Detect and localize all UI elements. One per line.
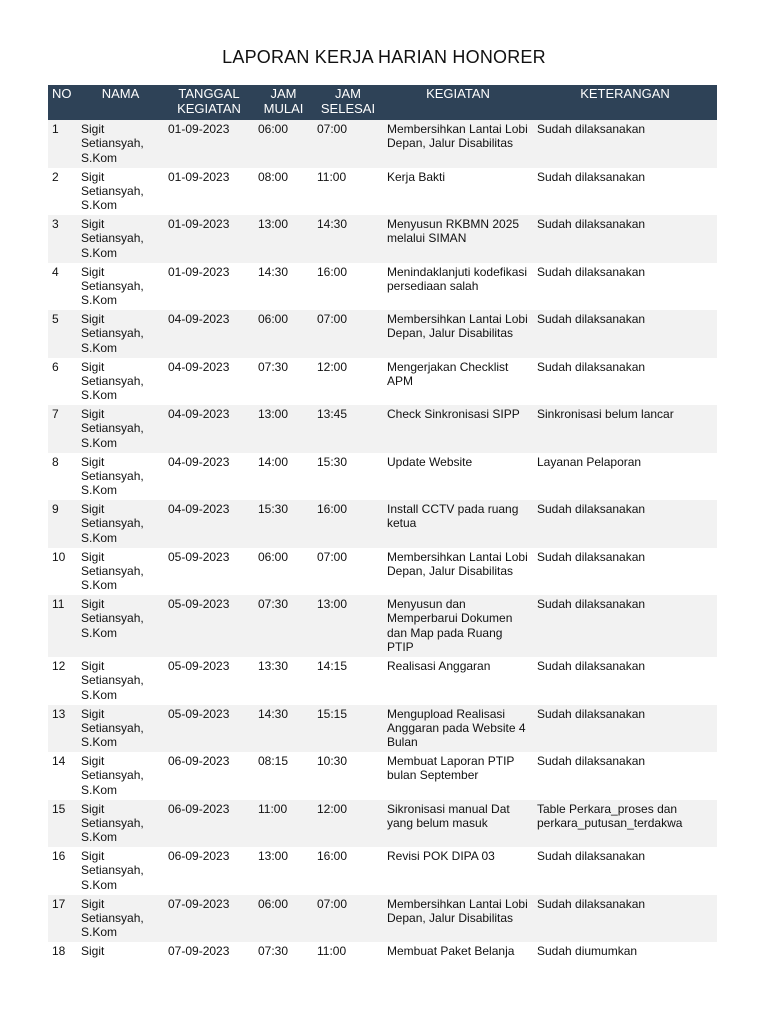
cell-tanggal: 01-09-2023 [164, 215, 254, 263]
cell-tanggal: 05-09-2023 [164, 595, 254, 657]
cell-keterangan: Sinkronisasi belum lancar [533, 405, 717, 453]
cell-jam-mulai: 13:00 [254, 215, 313, 263]
cell-kegiatan: Membersihkan Lantai Lobi Depan, Jalur Disabilitas [383, 548, 533, 596]
cell-tanggal: 01-09-2023 [164, 263, 254, 311]
cell-kegiatan: Membersihkan Lantai Lobi Depan, Jalur Disabilitas [383, 310, 533, 358]
cell-jam-selesai: 14:15 [313, 657, 383, 705]
cell-jam-mulai: 06:00 [254, 310, 313, 358]
cell-tanggal: 05-09-2023 [164, 705, 254, 753]
cell-jam-selesai: 16:00 [313, 500, 383, 548]
cell-jam-selesai: 15:15 [313, 705, 383, 753]
cell-keterangan: Table Perkara_proses dan perkara_putusan_terdakwa [533, 800, 717, 848]
cell-nama: Sigit Setiansyah, S.Kom [77, 215, 164, 263]
table-row [48, 120, 717, 168]
cell-no: 5 [48, 310, 77, 358]
cell-tanggal: 06-09-2023 [164, 800, 254, 848]
cell-kegiatan: Update Website [383, 453, 533, 501]
cell-jam-mulai: 14:00 [254, 453, 313, 501]
cell-jam-selesai: 12:00 [313, 358, 383, 406]
table-row [48, 548, 717, 596]
cell-nama: Sigit Setiansyah, S.Kom [77, 847, 164, 895]
cell-no: 14 [48, 752, 77, 800]
cell-keterangan: Sudah dilaksanakan [533, 847, 717, 895]
cell-jam-selesai: 11:00 [313, 942, 383, 962]
cell-tanggal: 07-09-2023 [164, 942, 254, 962]
cell-jam-mulai: 14:30 [254, 263, 313, 311]
table-row [48, 453, 717, 501]
cell-kegiatan: Revisi POK DIPA 03 [383, 847, 533, 895]
cell-tanggal: 04-09-2023 [164, 453, 254, 501]
cell-nama: Sigit Setiansyah, S.Kom [77, 595, 164, 657]
cell-nama: Sigit Setiansyah, S.Kom [77, 405, 164, 453]
cell-no: 16 [48, 847, 77, 895]
cell-kegiatan: Kerja Bakti [383, 168, 533, 216]
cell-jam-selesai: 12:00 [313, 800, 383, 848]
cell-jam-mulai: 07:30 [254, 595, 313, 657]
cell-keterangan: Sudah dilaksanakan [533, 168, 717, 216]
cell-kegiatan: Membuat Laporan PTIP bulan September [383, 752, 533, 800]
cell-jam-mulai: 15:30 [254, 500, 313, 548]
cell-kegiatan: Membuat Paket Belanja [383, 942, 533, 962]
cell-tanggal: 04-09-2023 [164, 405, 254, 453]
header-tanggal: TANGGAL KEGIATAN [164, 85, 254, 120]
cell-jam-mulai: 06:00 [254, 120, 313, 168]
cell-tanggal: 04-09-2023 [164, 310, 254, 358]
cell-jam-selesai: 14:30 [313, 215, 383, 263]
cell-keterangan: Sudah dilaksanakan [533, 310, 717, 358]
cell-tanggal: 05-09-2023 [164, 548, 254, 596]
cell-nama: Sigit Setiansyah, S.Kom [77, 895, 164, 943]
cell-jam-mulai: 07:30 [254, 358, 313, 406]
cell-keterangan: Layanan Pelaporan [533, 453, 717, 501]
table-row [48, 595, 717, 657]
table-row [48, 705, 717, 753]
cell-nama: Sigit Setiansyah, S.Kom [77, 548, 164, 596]
cell-jam-selesai: 07:00 [313, 310, 383, 358]
cell-no: 18 [48, 942, 77, 962]
cell-kegiatan: Menyusun dan Memperbarui Dokumen dan Map pada Ruang PTIP [383, 595, 533, 657]
table-row [48, 657, 717, 705]
cell-no: 1 [48, 120, 77, 168]
table-row [48, 800, 717, 848]
cell-jam-selesai: 16:00 [313, 847, 383, 895]
cell-keterangan: Sudah dilaksanakan [533, 120, 717, 168]
cell-no: 10 [48, 548, 77, 596]
cell-kegiatan: Mengupload Realisasi Anggaran pada Website 4 Bulan [383, 705, 533, 753]
cell-keterangan: Sudah dilaksanakan [533, 752, 717, 800]
cell-tanggal: 06-09-2023 [164, 752, 254, 800]
cell-no: 3 [48, 215, 77, 263]
cell-no: 11 [48, 595, 77, 657]
cell-jam-selesai: 13:00 [313, 595, 383, 657]
table-row [48, 752, 717, 800]
cell-jam-selesai: 13:45 [313, 405, 383, 453]
cell-no: 13 [48, 705, 77, 753]
cell-jam-mulai: 13:00 [254, 405, 313, 453]
header-jam-selesai: JAM SELESAI [313, 85, 383, 120]
cell-keterangan: Sudah dilaksanakan [533, 358, 717, 406]
cell-tanggal: 04-09-2023 [164, 500, 254, 548]
cell-nama: Sigit Setiansyah, S.Kom [77, 358, 164, 406]
cell-jam-selesai: 10:30 [313, 752, 383, 800]
header-keterangan: KETERANGAN [533, 85, 717, 120]
cell-kegiatan: Membersihkan Lantai Lobi Depan, Jalur Disabilitas [383, 895, 533, 943]
cell-jam-mulai: 13:30 [254, 657, 313, 705]
table-row [48, 310, 717, 358]
cell-tanggal: 05-09-2023 [164, 657, 254, 705]
cell-jam-selesai: 16:00 [313, 263, 383, 311]
cell-jam-selesai: 11:00 [313, 168, 383, 216]
cell-keterangan: Sudah diumumkan [533, 942, 717, 962]
cell-nama: Sigit [77, 942, 164, 962]
cell-keterangan: Sudah dilaksanakan [533, 705, 717, 753]
cell-jam-mulai: 06:00 [254, 895, 313, 943]
cell-kegiatan: Membersihkan Lantai Lobi Depan, Jalur Disabilitas [383, 120, 533, 168]
table-row [48, 215, 717, 263]
header-kegiatan: KEGIATAN [383, 85, 533, 120]
table-row [48, 942, 717, 962]
cell-no: 17 [48, 895, 77, 943]
cell-no: 7 [48, 405, 77, 453]
cell-nama: Sigit Setiansyah, S.Kom [77, 800, 164, 848]
table-row [48, 168, 717, 216]
table-row [48, 500, 717, 548]
cell-jam-mulai: 06:00 [254, 548, 313, 596]
cell-nama: Sigit Setiansyah, S.Kom [77, 453, 164, 501]
cell-kegiatan: Menyusun RKBMN 2025 melalui SIMAN [383, 215, 533, 263]
cell-keterangan: Sudah dilaksanakan [533, 548, 717, 596]
cell-no: 6 [48, 358, 77, 406]
cell-jam-selesai: 07:00 [313, 120, 383, 168]
cell-jam-selesai: 15:30 [313, 453, 383, 501]
header-jam-mulai: JAM MULAI [254, 85, 313, 120]
table-row [48, 895, 717, 943]
cell-no: 15 [48, 800, 77, 848]
table-row [48, 405, 717, 453]
cell-keterangan: Sudah dilaksanakan [533, 215, 717, 263]
header-no: NO [48, 85, 77, 120]
cell-tanggal: 06-09-2023 [164, 847, 254, 895]
cell-keterangan: Sudah dilaksanakan [533, 595, 717, 657]
cell-keterangan: Sudah dilaksanakan [533, 895, 717, 943]
cell-jam-mulai: 07:30 [254, 942, 313, 962]
cell-nama: Sigit Setiansyah, S.Kom [77, 705, 164, 753]
cell-nama: Sigit Setiansyah, S.Kom [77, 500, 164, 548]
cell-no: 8 [48, 453, 77, 501]
cell-tanggal: 01-09-2023 [164, 168, 254, 216]
cell-jam-mulai: 14:30 [254, 705, 313, 753]
activity-table [48, 85, 717, 962]
table-row [48, 263, 717, 311]
cell-nama: Sigit Setiansyah, S.Kom [77, 263, 164, 311]
cell-jam-mulai: 08:15 [254, 752, 313, 800]
cell-keterangan: Sudah dilaksanakan [533, 263, 717, 311]
cell-kegiatan: Check Sinkronisasi SIPP [383, 405, 533, 453]
cell-nama: Sigit Setiansyah, S.Kom [77, 657, 164, 705]
cell-no: 4 [48, 263, 77, 311]
table-row [48, 358, 717, 406]
cell-jam-selesai: 07:00 [313, 895, 383, 943]
cell-no: 9 [48, 500, 77, 548]
cell-nama: Sigit Setiansyah, S.Kom [77, 310, 164, 358]
cell-tanggal: 07-09-2023 [164, 895, 254, 943]
cell-tanggal: 04-09-2023 [164, 358, 254, 406]
cell-jam-mulai: 11:00 [254, 800, 313, 848]
cell-nama: Sigit Setiansyah, S.Kom [77, 752, 164, 800]
cell-kegiatan: Menindaklanjuti kodefikasi persediaan salah [383, 263, 533, 311]
cell-no: 12 [48, 657, 77, 705]
cell-keterangan: Sudah dilaksanakan [533, 657, 717, 705]
cell-tanggal: 01-09-2023 [164, 120, 254, 168]
report-title: LAPORAN KERJA HARIAN HONORER [222, 47, 546, 67]
cell-jam-mulai: 13:00 [254, 847, 313, 895]
table-header-row [48, 85, 717, 120]
cell-kegiatan: Sikronisasi manual Dat yang belum masuk [383, 800, 533, 848]
table-row [48, 847, 717, 895]
cell-no: 2 [48, 168, 77, 216]
header-nama: NAMA [77, 85, 164, 120]
cell-jam-mulai: 08:00 [254, 168, 313, 216]
cell-kegiatan: Mengerjakan Checklist APM [383, 358, 533, 406]
cell-jam-selesai: 07:00 [313, 548, 383, 596]
cell-keterangan: Sudah dilaksanakan [533, 500, 717, 548]
cell-nama: Sigit Setiansyah, S.Kom [77, 120, 164, 168]
cell-kegiatan: Realisasi Anggaran [383, 657, 533, 705]
cell-kegiatan: Install CCTV pada ruang ketua [383, 500, 533, 548]
cell-nama: Sigit Setiansyah, S.Kom [77, 168, 164, 216]
